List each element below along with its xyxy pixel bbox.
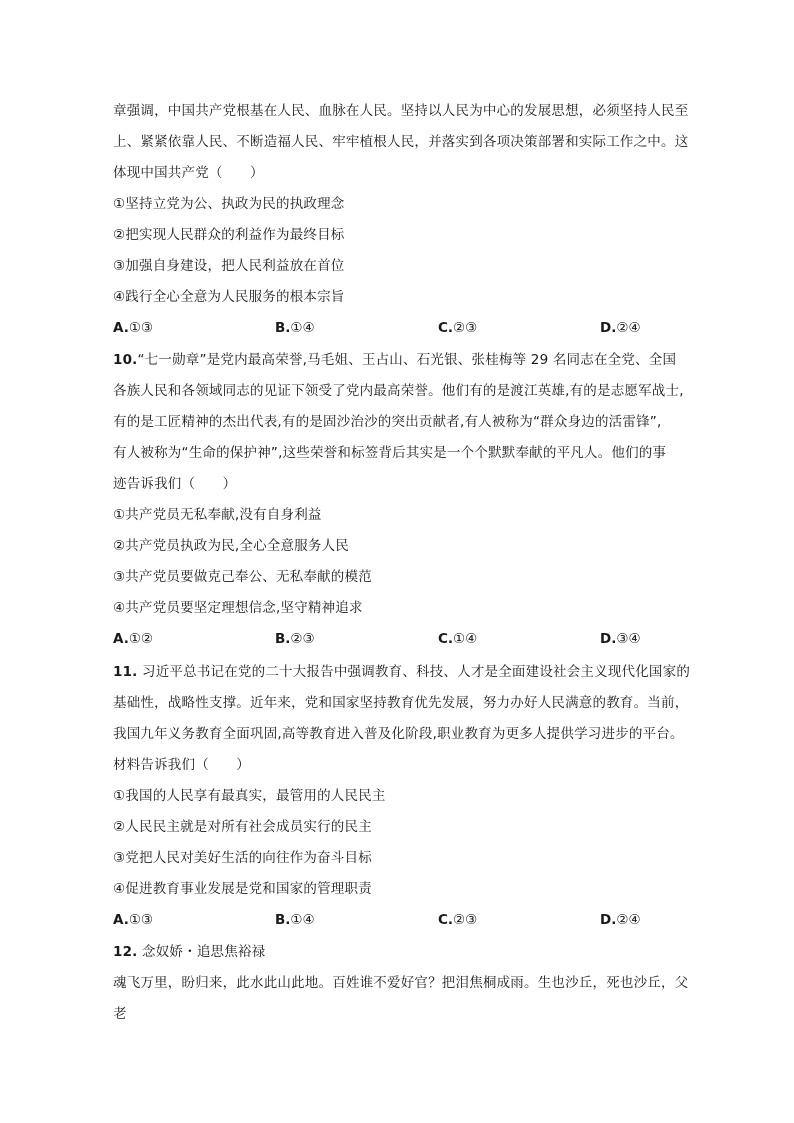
q10-number: 10. bbox=[113, 352, 138, 368]
q9-line-2: 上、紧紧依靠人民、不断造福人民、牢牢植根人民，并落实到各项决策部署和实际工作之中。这 bbox=[113, 134, 689, 150]
q10-line-2: 各族人民和各领域同志的见证下领受了党内最高荣誉。他们有的是渡江英雄,有的是志愿军战士, bbox=[113, 383, 684, 399]
q12-line-2: 老 bbox=[113, 1006, 127, 1022]
q12-number: 12. bbox=[113, 944, 138, 960]
q10-line-4: 有人被称为“生命的保护神”,这些荣誉和标签背后其实是一个个默默奉献的平凡人。他们的事 bbox=[113, 445, 667, 461]
q10-option-d: D.③④ bbox=[600, 631, 641, 647]
q9-statement-4: ④践行全心全意为人民服务的根本宗旨 bbox=[113, 289, 345, 305]
q11-number: 11. bbox=[113, 664, 138, 680]
q10-options bbox=[113, 629, 713, 649]
q10-statement-3: ③共产党员要做克己奉公、无私奉献的模范 bbox=[113, 569, 372, 585]
q10-option-a: A.①② bbox=[113, 631, 154, 647]
q12-line-1: 魂飞万里，盼归来，此水此山此地。百姓谁不爱好官？把泪焦桐成雨。生也沙丘，死也沙丘，父 bbox=[113, 975, 689, 991]
q11-option-d: D.②④ bbox=[600, 912, 641, 928]
q11-option-c: C.②③ bbox=[438, 912, 478, 928]
q10-line-1: 10.“七一勋章”是党内最高荣誉,马毛姐、王占山、石光银、张桂梅等 29 名同志在全党、全国 bbox=[113, 352, 677, 368]
q11-line-3: 我国九年义务教育全面巩固,高等教育进入普及化阶段,职业教育为更多人提供学习进步的平台。 bbox=[113, 726, 684, 742]
q9-statement-3: ③加强自身建设，把人民利益放在首位 bbox=[113, 258, 345, 274]
q10-statement-2: ②共产党员执政为民,全心全意服务人民 bbox=[113, 538, 349, 554]
q9-statement-1: ①坚持立党为公、执政为民的执政理念 bbox=[113, 196, 345, 212]
q11-options bbox=[113, 910, 713, 930]
q9-option-c: C.②③ bbox=[438, 320, 478, 336]
q11-statement-3: ③党把人民对美好生活的向往作为奋斗目标 bbox=[113, 850, 372, 866]
q12-title-line bbox=[113, 942, 713, 962]
q10-statement-4: ④共产党员要坚定理想信念,坚守精神追求 bbox=[113, 600, 363, 616]
q12-title: 念奴娇・追思焦裕禄 bbox=[142, 944, 266, 960]
q9-option-a: A.①③ bbox=[113, 320, 154, 336]
q9-statement-2: ②把实现人民群众的利益作为最终目标 bbox=[113, 227, 345, 243]
q11-statement-4: ④促进教育事业发展是党和国家的管理职责 bbox=[113, 881, 372, 897]
q10-option-b: B.②③ bbox=[275, 631, 315, 647]
q10-line-3: 有的是工匠精神的杰出代表,有的是固沙治沙的突出贡献者,有人被称为“群众身边的活雷锋”, bbox=[113, 414, 662, 430]
q11-line-2: 基础性，战略性支撑。近年来，党和国家坚持教育优先发展，努力办好人民满意的教育。当前， bbox=[113, 695, 689, 711]
q9-option-d: D.②④ bbox=[600, 320, 641, 336]
q11-option-a: A.①③ bbox=[113, 912, 154, 928]
q11-statement-2: ②人民民主就是对所有社会成员实行的民主 bbox=[113, 819, 372, 835]
q11-statement-1: ①我国的人民享有最真实，最管用的人民民主 bbox=[113, 788, 386, 804]
q11-line-1: 11. 习近平总书记在党的二十大报告中强调教育、科技、人才是全面建设社会主义现代化国家的 bbox=[113, 664, 691, 680]
q10-statement-1: ①共产党员无私奉献,没有自身利益 bbox=[113, 507, 322, 523]
q9-options bbox=[113, 318, 713, 338]
q10-line-5: 迹告诉我们（ ） bbox=[113, 476, 237, 492]
q9-option-b: B.①④ bbox=[275, 320, 315, 336]
q11-line-4: 材料告诉我们（ ） bbox=[113, 757, 250, 773]
q9-line-3: 体现中国共产党（ ） bbox=[113, 165, 264, 181]
q11-option-b: B.①④ bbox=[275, 912, 315, 928]
q9-line-1: 章强调，中国共产党根基在人民、血脉在人民。坚持以人民为中心的发展思想，必须坚持人民至 bbox=[113, 103, 689, 119]
q10-option-c: C.①④ bbox=[438, 631, 478, 647]
